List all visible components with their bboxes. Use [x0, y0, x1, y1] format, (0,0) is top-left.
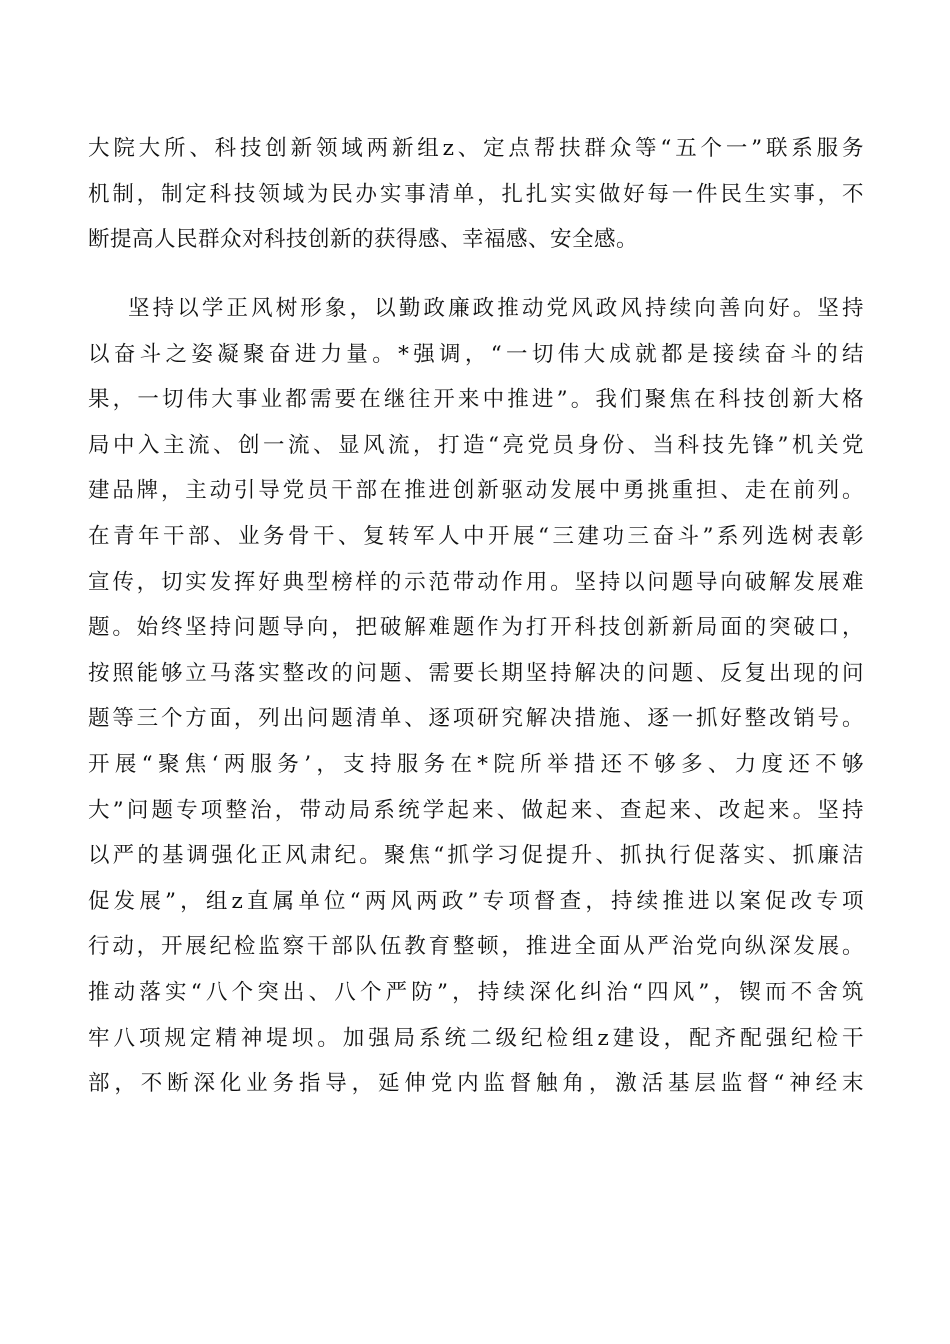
paragraph-line: 建品牌，主动引导党员干部在推进创新驱动发展中勇挑重担、走在前列。	[88, 478, 864, 504]
paragraph-line: 促发展”，组z直属单位“两风两政”专项督查，持续推进以案促改专项	[88, 888, 864, 914]
paragraph-line: 部，不断深化业务指导，延伸党内监督触角，激活基层监督“神经末	[88, 1071, 864, 1097]
paragraph-line: 坚持以学正风树形象，以勤政廉政推动党风政风持续向善向好。坚持	[128, 296, 864, 321]
paragraph-line: 按照能够立马落实整改的问题、需要长期坚持解决的问题、反复出现的问	[88, 660, 864, 686]
paragraph-line: 以奋斗之姿凝聚奋进力量。*强调，“一切伟大成就都是接续奋斗的结	[88, 341, 864, 367]
paragraph-line: 局中入主流、创一流、显风流，打造“亮党员身份、当科技先锋”机关党	[88, 432, 864, 458]
paragraph-line: 牢八项规定精神堤坝。加强局系统二级纪检组z建设，配齐配强纪检干	[88, 1025, 864, 1051]
paragraph-2	[88, 286, 864, 1107]
paragraph-line: 大”问题专项整治，带动局系统学起来、做起来、查起来、改起来。坚持	[88, 797, 864, 823]
paragraph-line: 宣传，切实发挥好典型榜样的示范带动作用。坚持以问题导向破解发展难	[88, 569, 864, 595]
paragraph-line: 断提高人民群众对科技创新的获得感、幸福感、安全感。	[88, 227, 639, 253]
paragraph-line: 推动落实“八个突出、八个严防”，持续深化纠治“四风”，锲而不舍筑	[88, 979, 864, 1005]
paragraph-line: 题。始终坚持问题导向，把破解难题作为打开科技创新新局面的突破口，	[88, 615, 864, 641]
paragraph-line: 以严的基调强化正风肃纪。聚焦“抓学习促提升、抓执行促落实、抓廉洁	[88, 843, 864, 869]
paragraph-line: 开展“聚焦‘两服务’，支持服务在*院所举措还不够多、力度还不够	[88, 751, 864, 777]
paragraph-line: 题等三个方面，列出问题清单、逐项研究解决措施、逐一抓好整改销号。	[88, 706, 864, 732]
paragraph-line: 机制，制定科技领域为民办实事清单，扎扎实实做好每一件民生实事，不	[88, 181, 864, 207]
paragraph-line: 行动，开展纪检监察干部队伍教育整顿，推进全面从严治党向纵深发展。	[88, 934, 864, 960]
paragraph-line: 大院大所、科技创新领域两新组z、定点帮扶群众等“五个一”联系服务	[88, 136, 864, 161]
paragraph-line: 果，一切伟大事业都需要在继往开来中推进”。我们聚焦在科技创新大格	[88, 387, 864, 413]
paragraph-1	[88, 126, 864, 263]
paragraph-line: 在青年干部、业务骨干、复转军人中开展“三建功三奋斗”系列选树表彰	[88, 523, 864, 549]
